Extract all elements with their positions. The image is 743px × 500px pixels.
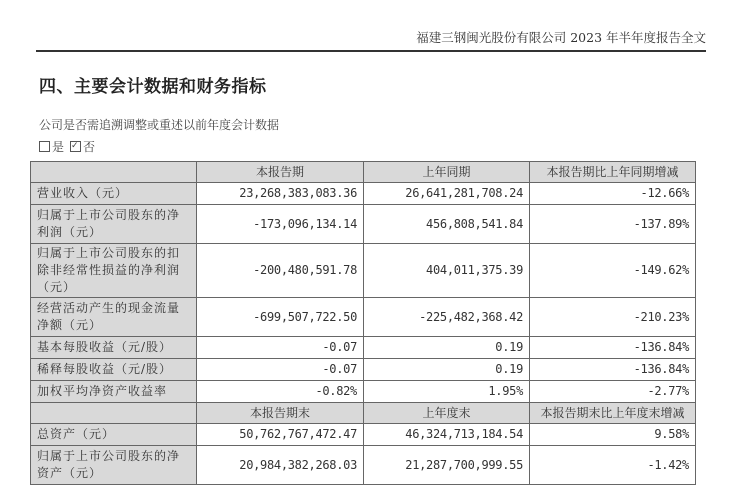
row-label: 稀释每股收益（元/股） — [31, 359, 197, 381]
header-cell: 本报告期末比上年度末增减 — [530, 403, 696, 424]
prior-value: 21,287,700,999.55 — [364, 446, 530, 485]
document-title: 福建三钢闽光股份有限公司 2023 年半年度报告全文 — [416, 30, 706, 45]
restatement-options — [39, 138, 95, 155]
change-value: -137.89% — [530, 205, 696, 244]
option-no[interactable] — [70, 138, 95, 155]
table-row — [31, 183, 696, 205]
option-yes-label: 是 — [52, 140, 65, 154]
header-cell: 本报告期比上年同期增减 — [530, 162, 696, 183]
header-cell: 上年度末 — [364, 403, 530, 424]
change-value: -149.62% — [530, 244, 696, 298]
change-value: -136.84% — [530, 337, 696, 359]
current-value: 20,984,382,268.03 — [197, 446, 364, 485]
change-value: -2.77% — [530, 381, 696, 403]
prior-value: 456,808,541.84 — [364, 205, 530, 244]
current-value: 50,762,767,472.47 — [197, 424, 364, 446]
current-value: -699,507,722.50 — [197, 298, 364, 337]
prior-value: 1.95% — [364, 381, 530, 403]
row-label: 归属于上市公司股东的扣除非经常性损益的净利润（元） — [31, 244, 197, 298]
change-value: -1.42% — [530, 446, 696, 485]
row-label: 基本每股收益（元/股） — [31, 337, 197, 359]
prior-value: 0.19 — [364, 337, 530, 359]
table-row — [31, 337, 696, 359]
row-label: 归属于上市公司股东的净资产（元） — [31, 446, 197, 485]
change-value: -136.84% — [530, 359, 696, 381]
row-label: 经营活动产生的现金流量净额（元） — [31, 298, 197, 337]
change-value: 9.58% — [530, 424, 696, 446]
table-row — [31, 381, 696, 403]
change-value: -12.66% — [530, 183, 696, 205]
row-label: 加权平均净资产收益率 — [31, 381, 197, 403]
restatement-question: 公司是否需追溯调整或重述以前年度会计数据 — [39, 118, 280, 132]
checked-box-icon[interactable]: ✓ — [70, 141, 81, 152]
option-no-label: 否 — [83, 140, 96, 154]
row-label: 总资产（元） — [31, 424, 197, 446]
prior-value: -225,482,368.42 — [364, 298, 530, 337]
header-cell — [31, 162, 197, 183]
current-value: -200,480,591.78 — [197, 244, 364, 298]
prior-value: 0.19 — [364, 359, 530, 381]
unchecked-box-icon[interactable] — [39, 141, 50, 152]
document-header — [36, 28, 706, 52]
option-yes[interactable] — [39, 138, 64, 155]
current-value: -0.82% — [197, 381, 364, 403]
prior-value: 404,011,375.39 — [364, 244, 530, 298]
table-row — [31, 446, 696, 485]
current-value: -0.07 — [197, 337, 364, 359]
current-value: -173,096,134.14 — [197, 205, 364, 244]
financial-indicators-table — [30, 161, 696, 485]
prior-value: 26,641,281,708.24 — [364, 183, 530, 205]
change-value: -210.23% — [530, 298, 696, 337]
current-value: -0.07 — [197, 359, 364, 381]
header-cell: 上年同期 — [364, 162, 530, 183]
row-label: 营业收入（元） — [31, 183, 197, 205]
table-row — [31, 244, 696, 298]
header-cell — [31, 403, 197, 424]
table-row — [31, 298, 696, 337]
header-cell: 本报告期 — [197, 162, 364, 183]
table-row — [31, 205, 696, 244]
table-row — [31, 359, 696, 381]
table-header-row — [31, 162, 696, 183]
row-label: 归属于上市公司股东的净利润（元） — [31, 205, 197, 244]
prior-value: 46,324,713,184.54 — [364, 424, 530, 446]
current-value: 23,268,383,083.36 — [197, 183, 364, 205]
table-row — [31, 424, 696, 446]
table-subheader-row — [31, 403, 696, 424]
section-title: 四、主要会计数据和财务指标 — [39, 77, 267, 97]
header-cell: 本报告期末 — [197, 403, 364, 424]
